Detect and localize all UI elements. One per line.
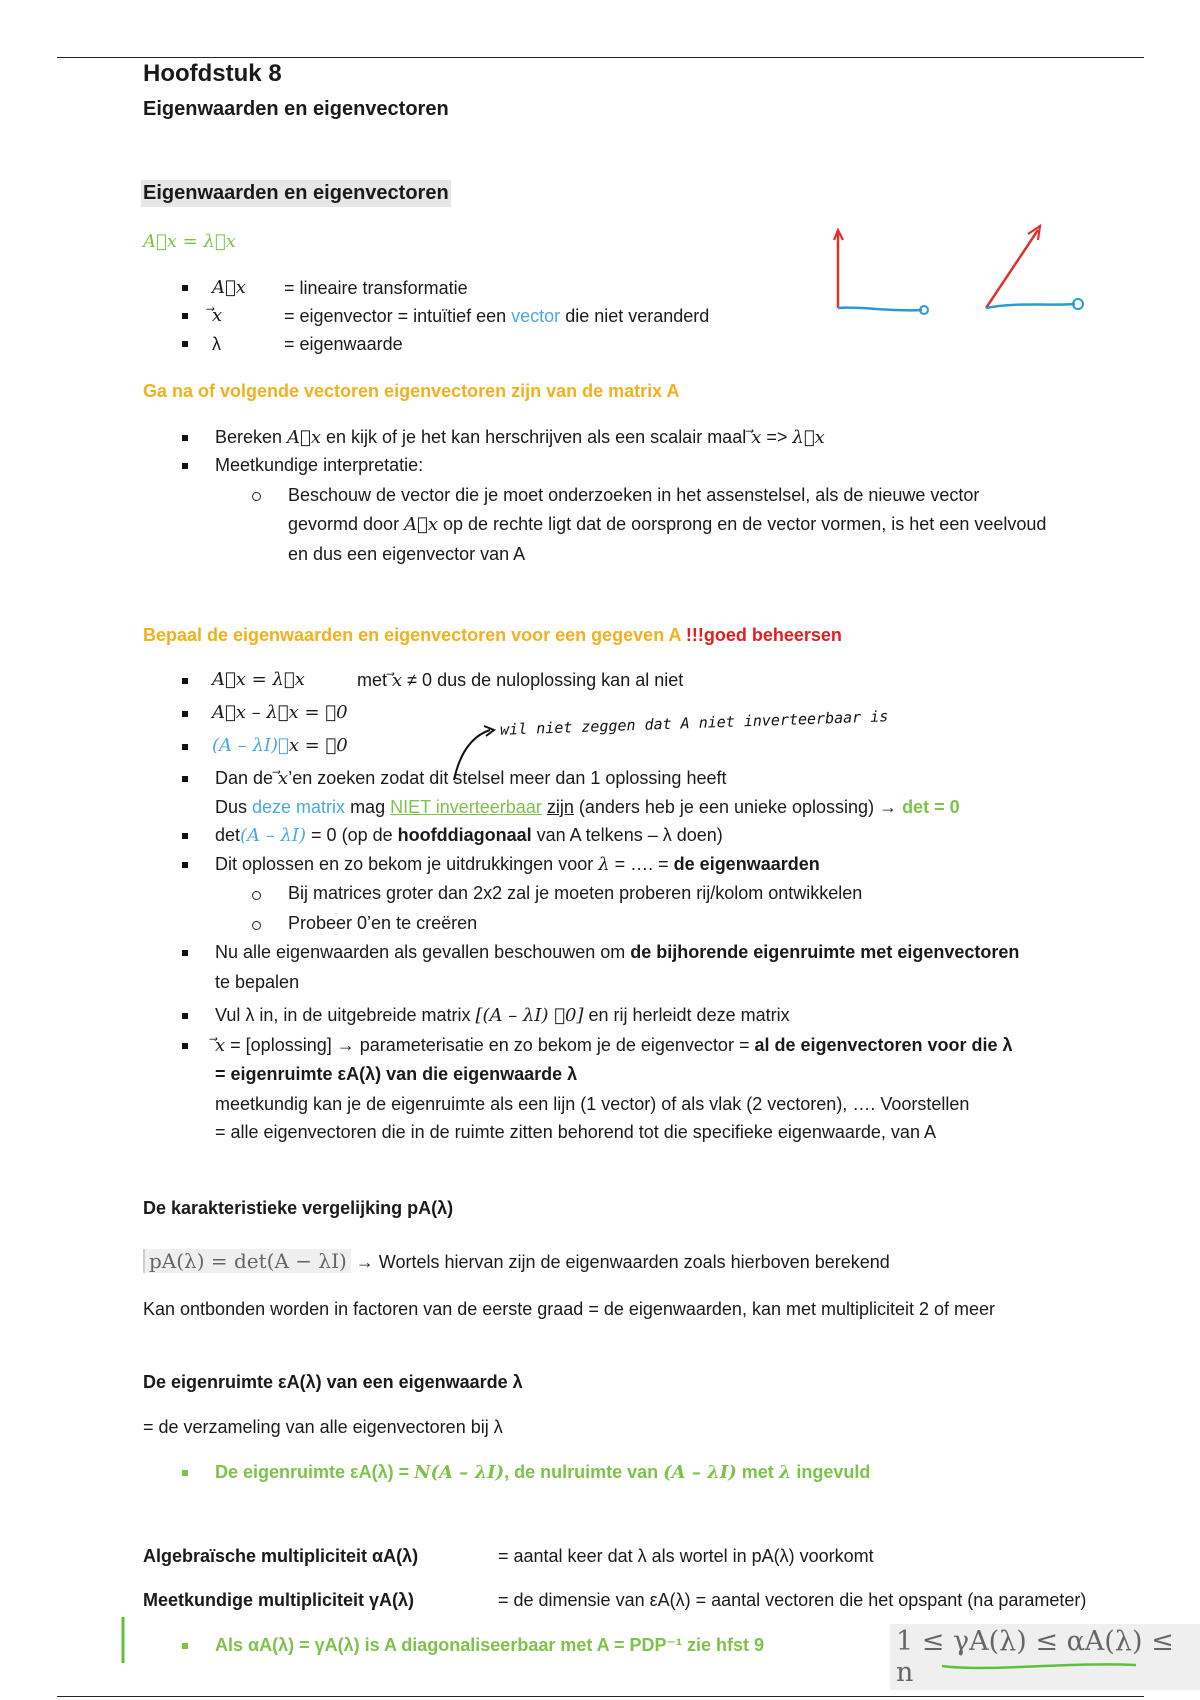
bullet [182,711,188,717]
inequality-underline [940,1660,1140,1674]
bullet [182,341,188,347]
bullet [182,313,188,319]
bullet [182,678,188,684]
determine-sub-line: Probeer 0’en te creëren [288,913,478,933]
geometric-multiplicity-label: Meetkundige multipliciteit γA(λ) [143,1590,415,1610]
vector-sketch [830,220,1100,320]
determine-line: det(A – λI) = 0 (op de hoofddiagonaal van A telkens – λ doen) [215,825,723,846]
determine-line: Dus deze matrix mag NIET inverteerbaar zijn (anders heb je een unieke oplossing) → det = 0 [215,797,960,817]
bullet [182,435,188,441]
definition-equation: A⃗x = λ⃗x [143,231,236,252]
bullet [182,1470,188,1476]
multiplicity-inequality: 1 ≤ γA(λ) ≤ αA(λ) ≤ n [890,1624,1200,1690]
eq-ax-lambda: A⃗x = λ⃗x [212,669,305,690]
bullet [182,1643,188,1649]
bullet [182,1013,188,1019]
determine-sub-line: Bij matrices groter dan 2x2 zal je moeten proberen rij/kolom ontwikkelen [288,883,863,903]
chapter-title: Hoofdstuk 8 [143,60,282,87]
blue-horizontal-vector [838,308,922,311]
determine-line: = eigenruimte εA(λ) van die eigenwaarde λ [215,1064,578,1084]
symbol-lambda: λ [212,334,221,354]
chapter-subtitle: Eigenwaarden en eigenvectoren [143,98,449,120]
bullet [182,463,188,469]
characteristic-heading: De karakteristieke vergelijking pA(λ) [143,1198,454,1218]
def-text: = eigenwaarde [284,334,403,354]
determine-line: te bepalen [215,972,300,992]
eigenspace-nullspace: De eigenruimte εA(λ) = N(A – λI), de nulruimte van (A – λI) met λ ingevuld [215,1462,871,1483]
bottom-rule [57,1696,1144,1697]
check-bullet-2: Meetkundige interpretatie: [215,455,424,475]
algebraic-multiplicity-label: Algebraïsche multipliciteit αA(λ) [143,1546,419,1566]
determine-heading: Bepaal de eigenwaarden en eigenvectoren voor een gegeven A !!!goed beheersen [143,625,842,645]
bullet [182,862,188,868]
vector-word: vector [511,306,561,326]
handwritten-note: wil niet zeggen dat A niet inverteerbaar is [499,707,889,739]
interpretation-line: gevormd door A⃗x op de rechte ligt dat de oorsprong en de vector vormen, is het een veelvoud [288,514,1047,535]
bullet [182,776,188,782]
bullet [182,833,188,839]
sub-bullet [252,492,261,501]
determine-line: Dan de ⃗x’en zoeken zodat dit stelsel meer dan 1 oplossing heeft [215,768,727,789]
margin-mark [118,1615,128,1665]
determine-line: = alle eigenvectoren die in de ruimte zitten behorend tot die specifieke eigenwaarde, van A [215,1122,936,1142]
eigenspace-definition: = de verzameling van alle eigenvectoren bij λ [143,1417,503,1437]
sub-bullet [252,921,261,930]
algebraic-multiplicity-text: = aantal keer dat λ als wortel in pA(λ) voorkomt [498,1546,874,1566]
def-text: = lineaire transformatie [284,278,468,298]
section-heading: Eigenwaarden en eigenvectoren [141,180,451,207]
sub-bullet [252,891,261,900]
characteristic-formula: pA(λ) = det(A − λI) [143,1249,351,1273]
geometric-multiplicity-text: = de dimensie van εA(λ) = aantal vectoren die het opspant (na parameter) [498,1590,1087,1610]
bullet [182,285,188,291]
determine-line: Nu alle eigenwaarden als gevallen beschouwen om de bijhorende eigenruimte met eigenvectoren [215,942,1020,962]
bullet [182,950,188,956]
interpretation-line: Beschouw de vector die je moet onderzoeken in het assenstelsel, als de nieuwe vector [288,485,980,505]
determine-line: Dit oplossen en zo bekom je uitdrukkingen voor λ = …. = de eigenwaarden [215,854,820,875]
check-heading: Ga na of volgende vectoren eigenvectoren zijn van de matrix A [143,381,680,401]
def-text: = eigenvector = intuïtief een vector die niet veranderd [284,306,710,326]
eigenspace-heading: De eigenruimte εA(λ) van een eigenwaarde λ [143,1372,523,1392]
symbol-ax: A⃗x [212,277,246,298]
bullet [182,744,188,750]
red-diagonal-vector [986,230,1038,308]
determine-line: meetkundig kan je de eigenruimte als een lijn (1 vector) of als vlak (2 vectoren), …. Voorstellen [215,1094,970,1114]
top-rule [57,57,1144,58]
determine-line: Vul λ in, in de uitgebreide matrix [(A – λI) ⃗0] en rij herleidt deze matrix [215,1005,790,1026]
characteristic-formula-line: pA(λ) = det(A − λI) → Wortels hiervan zijn de eigenwaarden zoals hierboven berekend [143,1247,890,1276]
eq-ax-minus: A⃗x – λ⃗x = ⃗0 [212,702,348,723]
blue-horizontal-vector [986,304,1075,308]
characteristic-note: Kan ontbonden worden in factoren van de eerste graad = de eigenwaarden, kan met multipliciteit 2 of meer [143,1299,996,1319]
bullet [182,1043,188,1049]
eq-note: met ⃗x ≠ 0 dus de nuloplossing kan al niet [357,670,684,691]
eq-a-lambda-i: (A – λI)⃗x = ⃗0 [212,735,348,756]
diagonalizable-note: Als αA(λ) = γA(λ) is A diagonaliseerbaar met A = PDP⁻¹ zie hfst 9 [215,1635,765,1655]
determine-line: ⃗x = [oplossing] → parameterisatie en zo bekom je de eigenvector = al de eigenvectoren voor die λ [215,1035,1013,1056]
interpretation-line: en dus een eigenvector van A [288,544,526,564]
symbol-x: ⃗x [212,305,223,326]
check-bullet-1: Bereken A⃗x en kijk of je het kan herschrijven als een scalair maal ⃗x => λ⃗x [215,427,825,448]
